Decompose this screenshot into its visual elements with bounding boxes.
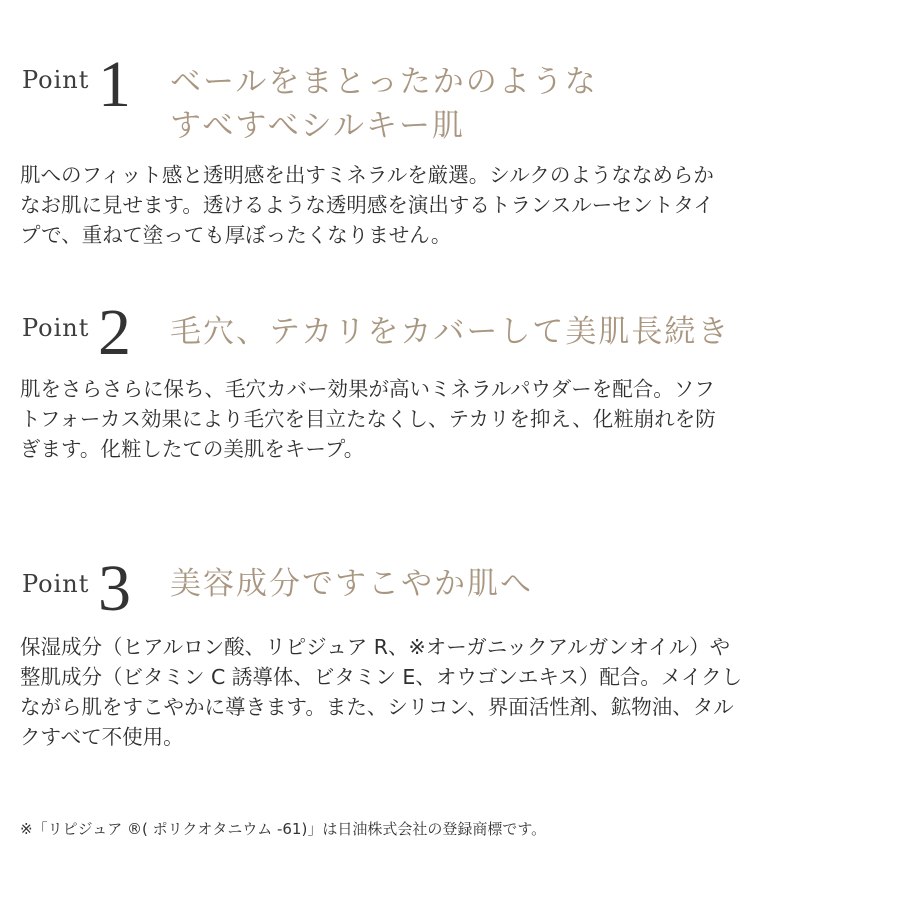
point-3-body-line: ながら肌をすこやかに導きます。また、シリコン、界面活性剤、鉱物油、タル — [20, 695, 734, 719]
point-2-body-line: トフォーカス効果により毛穴を目立たなくし、テカリを抑え、化粧崩れを防 — [20, 407, 716, 431]
point-2-body — [20, 374, 885, 464]
point-1-number: 1 — [98, 48, 131, 121]
point-2-body-line: 肌をさらさらに保ち、毛穴カバー効果が高いミネラルパウダーを配合。ソフ — [20, 377, 715, 401]
point-1-body — [20, 160, 885, 250]
point-3-body-line: 整肌成分（ビタミン C 誘導体、ビタミン E、オウゴンエキス）配合。メイクし — [20, 665, 743, 689]
trademark-footnote: ※「リピジュア ®( ポリクオタニウム -61)」は日油株式会社の登録商標です。 — [20, 820, 547, 838]
point-1-body-line: プで、重ねて塗っても厚ぼったくなりません。 — [20, 223, 452, 247]
point-3-number: 3 — [98, 552, 131, 625]
point-2-number: 2 — [98, 296, 131, 369]
point-3-body — [20, 632, 885, 752]
point-3-label: Point — [22, 570, 90, 598]
point-1-body-line: 肌へのフィット感と透明感を出すミネラルを厳選。シルクのようななめらか — [20, 163, 714, 187]
point-3-title-line: 美容成分ですこやか肌へ — [170, 566, 533, 602]
point-1-title-line: すべすべシルキー肌 — [170, 108, 465, 144]
point-1-label: Point — [22, 66, 90, 94]
point-3-body-line: クすべて不使用。 — [20, 725, 184, 749]
point-2-title-line: 毛穴、テカリをカバーして美肌長続き — [170, 314, 731, 350]
point-3-body-line: 保湿成分（ヒアルロン酸、リピジュア R、※オーガニックアルガンオイル）や — [20, 635, 731, 659]
point-3-title — [170, 562, 533, 606]
point-1-body-line: なお肌に見せます。透けるような透明感を演出するトランスルーセントタイ — [20, 193, 714, 217]
point-2-title — [170, 310, 730, 354]
point-1-title-line: ベールをまとったかのような — [170, 64, 598, 100]
point-2-body-line: ぎます。化粧したての美肌をキープ。 — [20, 437, 365, 461]
point-1-title — [170, 60, 598, 148]
point-2-label: Point — [22, 314, 90, 342]
